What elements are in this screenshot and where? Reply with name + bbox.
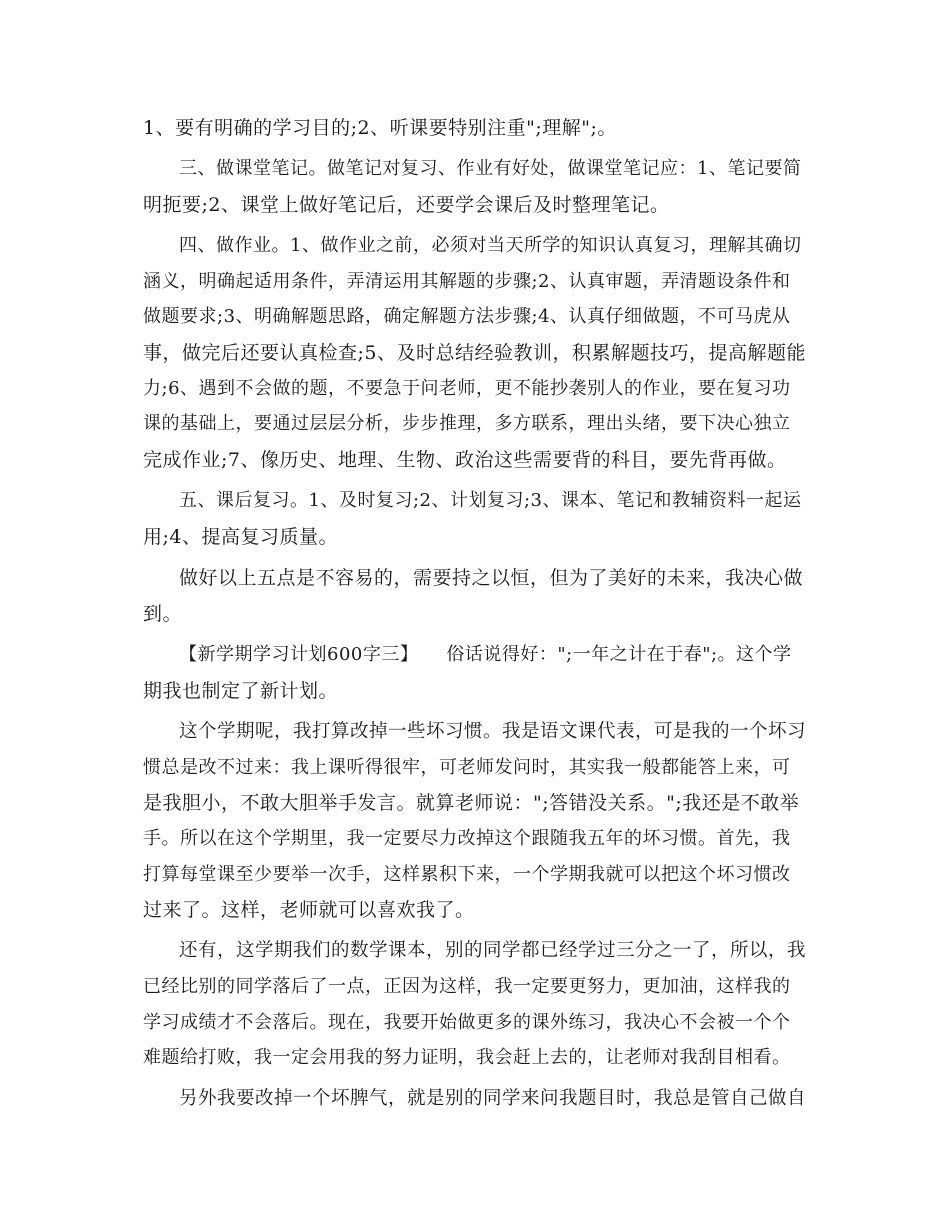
text-line: 打算每堂课至少要举一次手，这样累积下来，一个学期我就可以把这个坏习惯改 bbox=[143, 864, 791, 885]
text-line: 1、要有明确的学习目的;2、听课要特别注重";理解";。 bbox=[143, 117, 617, 139]
text-line: 五、课后复习。1、及时复习;2、计划复习;3、课本、笔记和教辅资料一起运 bbox=[179, 490, 802, 511]
text-line: 课的基础上，要通过层层分析，步步推理，多方联系，理出头绪，要下决心独立 bbox=[143, 413, 791, 434]
text-line: 力;6、遇到不会做的题，不要急于问老师，更不能抄袭别人的作业，要在复习功 bbox=[143, 378, 791, 399]
text-line: 到。 bbox=[143, 603, 183, 625]
text-line: 学习成绩才不会落后。现在，我要开始做更多的课外练习，我决心不会被一个个 bbox=[143, 1012, 791, 1033]
text-line: 另外我要改掉一个坏脾气，就是别的同学来问我题目时，我总是管自己做自 bbox=[179, 1088, 807, 1109]
text-line: 难题给打败，我一定会用我的努力证明，我会赶上去的，让老师对我刮目相看。 bbox=[143, 1047, 791, 1068]
text-line: 期我也制定了新计划。 bbox=[143, 680, 339, 702]
text-line: 是我胆小，不敢大胆举手发言。就算老师说：";答错没关系。";我还是不敢举 bbox=[143, 792, 800, 814]
text-line: 用;4、提高复习质量。 bbox=[143, 526, 338, 548]
text-line: 还有，这学期我们的数学课本，别的同学都已经学过三分之一了，所以，我 bbox=[179, 940, 807, 961]
text-line: 完成作业;7、像历史、地理、生物、政治这些需要背的科目，要先背再做。 bbox=[143, 449, 787, 471]
text-line: 手。所以在这个学期里，我一定要尽力改掉这个跟随我五年的坏习惯。首先，我 bbox=[143, 828, 791, 849]
text-line: 三、做课堂笔记。做笔记对复习、作业有好处，做课堂笔记应：1、笔记要简 bbox=[179, 158, 802, 179]
text-line: 过来了。这样，老师就可以喜欢我了。 bbox=[143, 899, 475, 921]
text-line: 四、做作业。1、做作业之前，必须对当天所学的知识认真复习，理解其确切 bbox=[179, 235, 802, 256]
text-line: 已经比别的同学落后了一点，正因为这样，我一定要更努力，更加油，这样我的 bbox=[143, 976, 791, 997]
text-line: 涵义，明确起适用条件，弄清运用其解题的步骤;2、认真审题，弄清题设条件和 bbox=[143, 271, 791, 292]
text-line: 【新学期学习计划600字三】 俗话说得好：";一年之计在于春";。这个学 bbox=[179, 644, 792, 665]
text-line: 惯总是改不过来：我上课听得很牢，可老师发问时，其实我一般都能答上来，可 bbox=[143, 757, 791, 778]
text-line: 事，做完后还要认真检查;5、及时总结经验教训，积累解题技巧，提高解题能 bbox=[143, 342, 806, 364]
text-line: 这个学期呢，我打算改掉一些坏习惯。我是语文课代表，可是我的一个坏习 bbox=[179, 721, 807, 742]
text-line: 明扼要;2、课堂上做好笔记后，还要学会课后及时整理笔记。 bbox=[143, 194, 670, 216]
text-line: 做题要求;3、明确解题思路，确定解题方法步骤;4、认真仔细做题，不可马虎从 bbox=[143, 306, 791, 327]
text-line: 做好以上五点是不容易的，需要持之以恒，但为了美好的未来，我决心做 bbox=[179, 567, 804, 589]
